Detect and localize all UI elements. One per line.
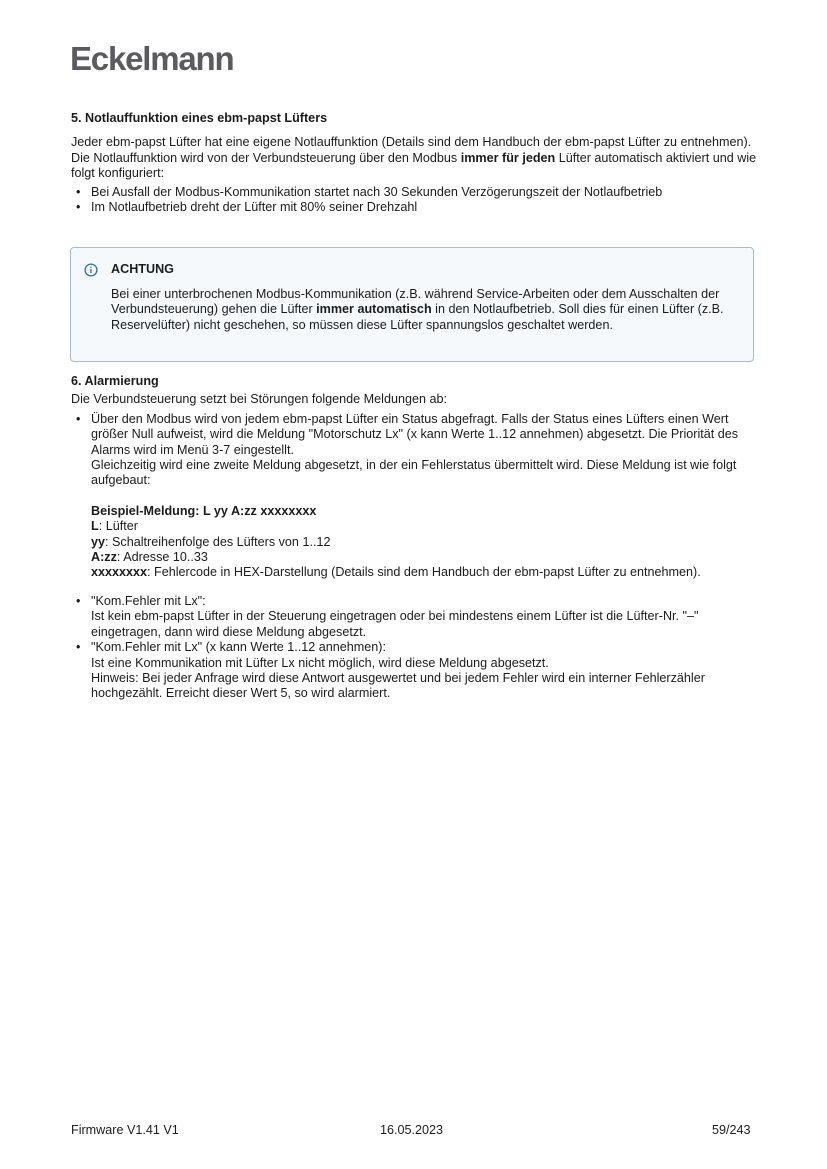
motorschutz-text: • Über den Modbus wird von jedem ebm-papst Lüfter ein Status abgefragt. Falls der Status eines Lüfters einen Wert größer Null aufweist, wird die Meldung "Motorschutz Lx" (x kann Werte 1..12 annehmen) abgesetzt. Die Priorität des Alarms wird im Menü 3-7 eingestellt. xyxy=(91,411,739,457)
section-5-paragraph xyxy=(71,135,757,181)
eckelmann-logo: Eckelmann xyxy=(70,40,234,77)
definition-l xyxy=(91,519,757,534)
section-6-bullet-list xyxy=(71,412,757,702)
notice-text-bold: immer automatisch xyxy=(316,302,432,317)
kom-fehler-title: • "Kom.Fehler mit Lx": xyxy=(91,593,206,608)
section-5-heading: 5. Notlauffunktion eines ebm-papst Lüfters xyxy=(71,111,328,125)
list-item xyxy=(71,594,757,640)
kom-fehler-lx-text: Ist eine Kommunikation mit Lüfter Lx nicht möglich, wird diese Meldung abgesetzt. xyxy=(91,655,549,670)
definition-value: : Lüfter xyxy=(98,519,138,534)
notice-text-a: Bei einer unterbrochenen Modbus-Kommunikation (z.B. während Service-Arbeiten oder dem Ausschalten der Verbundsteuerung) gehen die Lüfter xyxy=(111,287,720,317)
section-5-text-bold: immer für jeden xyxy=(460,150,556,165)
definition-x xyxy=(91,565,757,580)
spacer xyxy=(91,581,757,594)
definition-value: : Schaltreihenfolge des Lüfters von 1..12 xyxy=(105,534,331,549)
definition-key: xxxxxxxx xyxy=(91,565,148,580)
definition-yy xyxy=(91,535,757,550)
section-6-intro: Die Verbundsteuerung setzt bei Störungen folgende Meldungen ab: xyxy=(71,392,447,407)
notice-text-c: in den Notlaufbetrieb. Soll dies für einen Lüfter (z.B. Reservelüfter) nicht geschehen, so müssen diese Lüfter spannungslos geschaltet werden. xyxy=(111,302,724,332)
notice-title: ACHTUNG xyxy=(111,262,174,276)
footer-firmware: Firmware V1.41 V1 xyxy=(71,1123,179,1137)
kom-fehler-text: Ist kein ebm-papst Lüfter in der Steuerung eingetragen oder bei mindestens einem Lüfter ist die Lüfter-Nr. "–" eingetragen, dann wird diese Meldung abgesetzt. xyxy=(91,609,699,639)
list-item xyxy=(71,412,757,594)
info-icon xyxy=(84,263,98,277)
second-message-text: Gleichzeitig wird eine zweite Meldung abgesetzt, in der ein Fehlerstatus übermittelt wird. Diese Meldung ist wie folgt aufgebaut: xyxy=(91,458,737,488)
list-item xyxy=(71,640,757,702)
kom-fehler-lx-title: • "Kom.Fehler mit Lx" (x kann Werte 1..12 annehmen): xyxy=(91,640,386,655)
hinweis-text: Hinweis: Bei jeder Anfrage wird diese Antwort ausgewertet und bei jedem Fehler wird ein interner Fehlerzähler hochgezählt. Erreicht dieser Wert 5, so wird alarmiert. xyxy=(91,670,705,701)
footer-date: 16.05.2023 xyxy=(380,1123,444,1137)
definition-key: L xyxy=(91,519,99,534)
section-6-heading: 6. Alarmierung xyxy=(71,374,159,388)
definition-value: : Adresse 10..33 xyxy=(116,550,208,565)
example-message-title xyxy=(91,504,757,519)
list-item: • Im Notlaufbetrieb dreht der Lüfter mit 80% seiner Drehzahl xyxy=(71,200,757,215)
definition-a xyxy=(91,550,757,565)
spacer xyxy=(91,489,757,504)
definition-value: : Fehlercode in HEX-Darstellung (Details sind dem Handbuch der ebm-papst Lüfter zu entnehmen). xyxy=(147,565,701,580)
section-5-text-a: Jeder ebm-papst Lüfter hat eine eigene Notlauffunktion (Details sind dem Handbuch der ebm-papst Lüfter zu entnehmen). Die Notlauffunktion wird von der Verbundsteuerung über den Modbus xyxy=(71,135,752,165)
section-5-text-c: Lüfter automatisch aktiviert und wie folgt konfiguriert: xyxy=(71,150,757,181)
footer-page-number: 59/243 xyxy=(712,1123,751,1137)
definition-key: yy xyxy=(91,534,106,549)
achtung-notice-box xyxy=(70,247,754,362)
section-alarmierung xyxy=(71,374,757,702)
list-item: • Bei Ausfall der Modbus-Kommunikation startet nach 30 Sekunden Verzögerungszeit der Notlaufbetrieb xyxy=(71,185,757,200)
section-notlauffunktion xyxy=(71,111,757,215)
example-message-bold: Beispiel-Meldung: L yy A:zz xxxxxxxx xyxy=(91,503,317,518)
notice-body xyxy=(111,287,741,333)
section-5-bullet-list xyxy=(71,185,757,216)
definition-key: A:zz xyxy=(91,550,117,565)
